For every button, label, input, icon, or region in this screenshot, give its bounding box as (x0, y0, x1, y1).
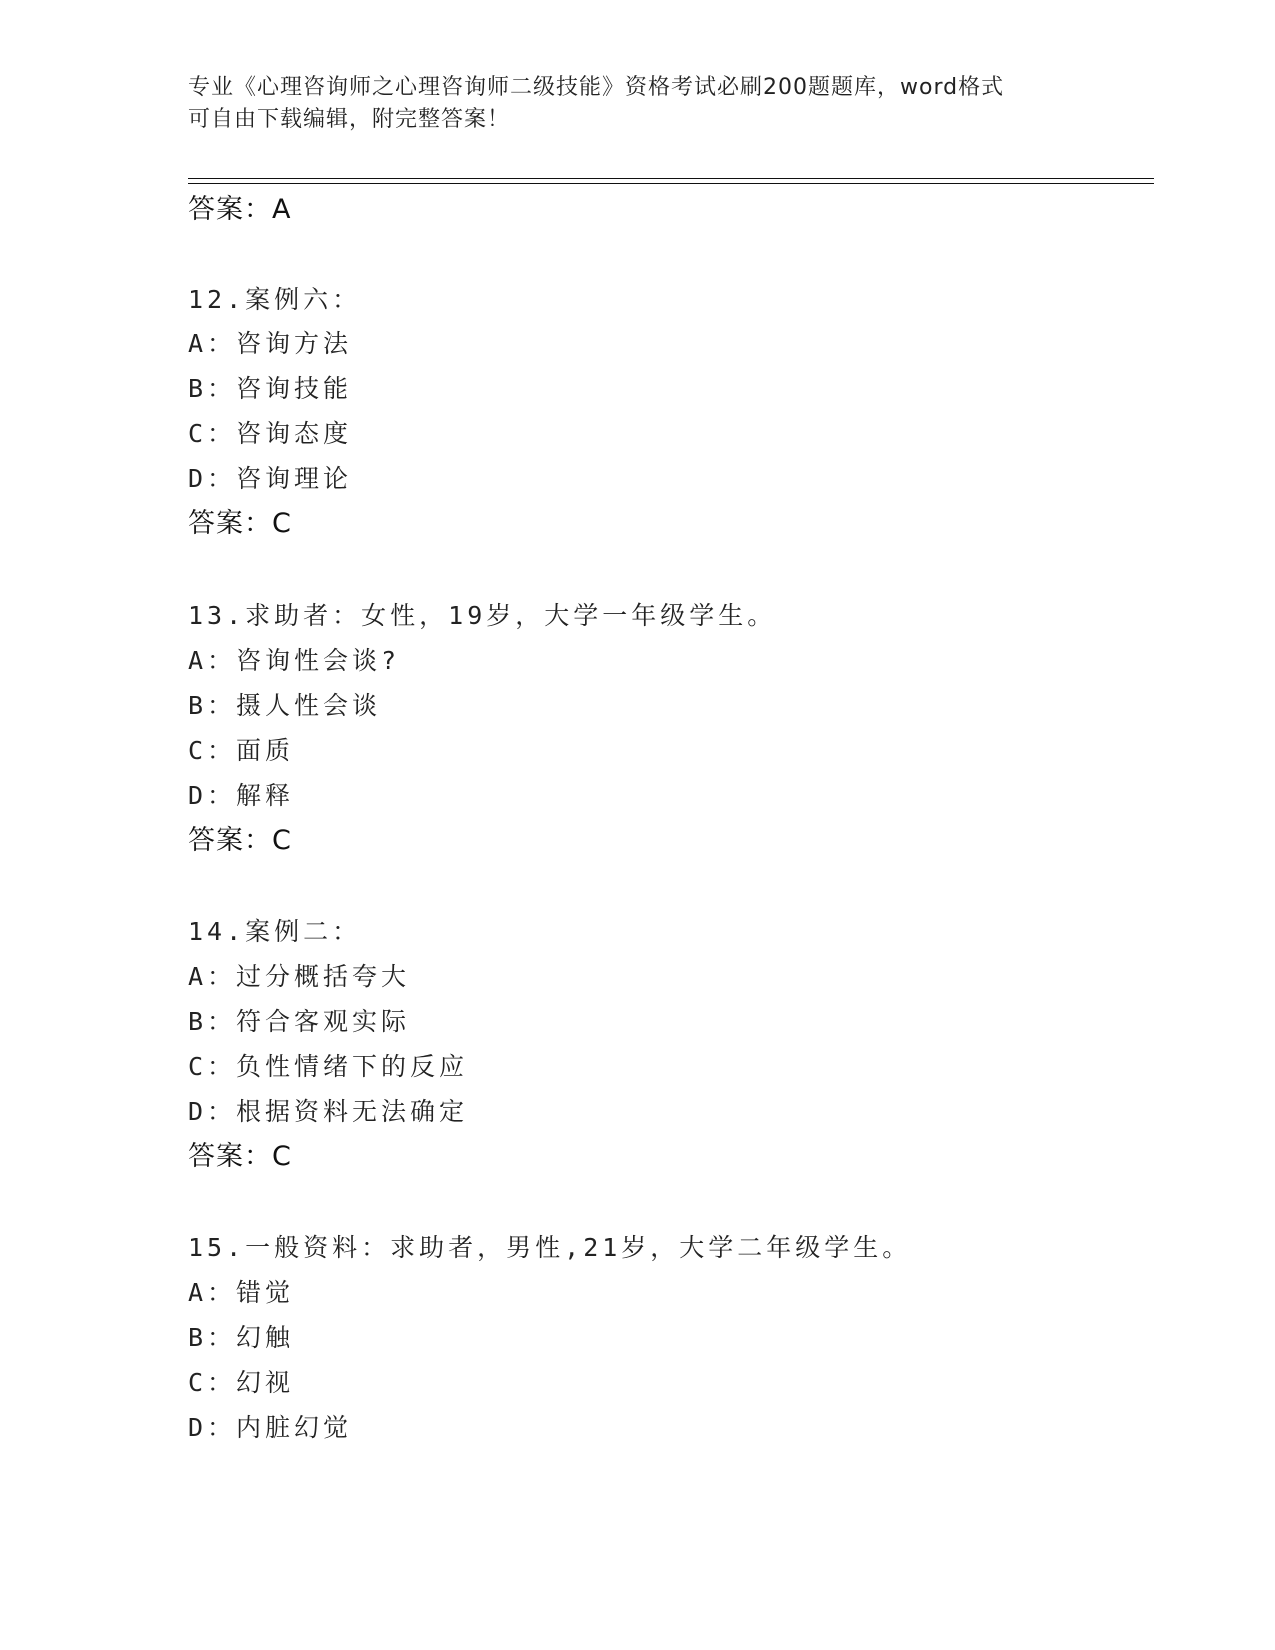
option-b: B：符合客观实际 (188, 1007, 411, 1036)
option-d: D：咨询理论 (188, 464, 353, 493)
option-d: D：内脏幻觉 (188, 1413, 353, 1442)
question-stem: 15.一般资料：求助者，男性,21岁，大学二年级学生。 (188, 1233, 912, 1262)
option-a: A：过分概括夸大 (188, 962, 411, 991)
question-stem: 13.求助者：女性，19岁，大学一年级学生。 (188, 601, 777, 630)
option-a: A：咨询方法 (188, 329, 353, 358)
option-b: B：摄人性会谈 (188, 691, 382, 720)
option-b: B：咨询技能 (188, 374, 353, 403)
option-c: C：负性情绪下的反应 (188, 1052, 469, 1081)
header-line-2: 可自由下载编辑，附完整答案！ (188, 107, 511, 132)
option-a: A：咨询性会谈? (188, 646, 401, 675)
header-line-1: 专业《心理咨询师之心理咨询师二级技能》资格考试必刷200题题库，word格式 (188, 75, 1005, 100)
option-a: A：错觉 (188, 1278, 295, 1307)
option-c: C：咨询态度 (188, 419, 353, 448)
answer-text: 答案：C (188, 825, 292, 856)
answer-text: 答案：C (188, 508, 292, 539)
header-divider-top (188, 178, 1154, 179)
document-header (188, 72, 1088, 136)
option-d: D：解释 (188, 781, 295, 810)
option-b: B：幻触 (188, 1323, 295, 1352)
header-divider-bottom (188, 183, 1154, 184)
question-stem: 12.案例六： (188, 285, 362, 314)
option-d: D：根据资料无法确定 (188, 1097, 469, 1126)
option-c: C：面质 (188, 736, 295, 765)
answer-text: 答案：C (188, 1141, 292, 1172)
question-stem: 14.案例二： (188, 917, 362, 946)
option-c: C：幻视 (188, 1368, 295, 1397)
answer-text: 答案：A (188, 194, 292, 225)
